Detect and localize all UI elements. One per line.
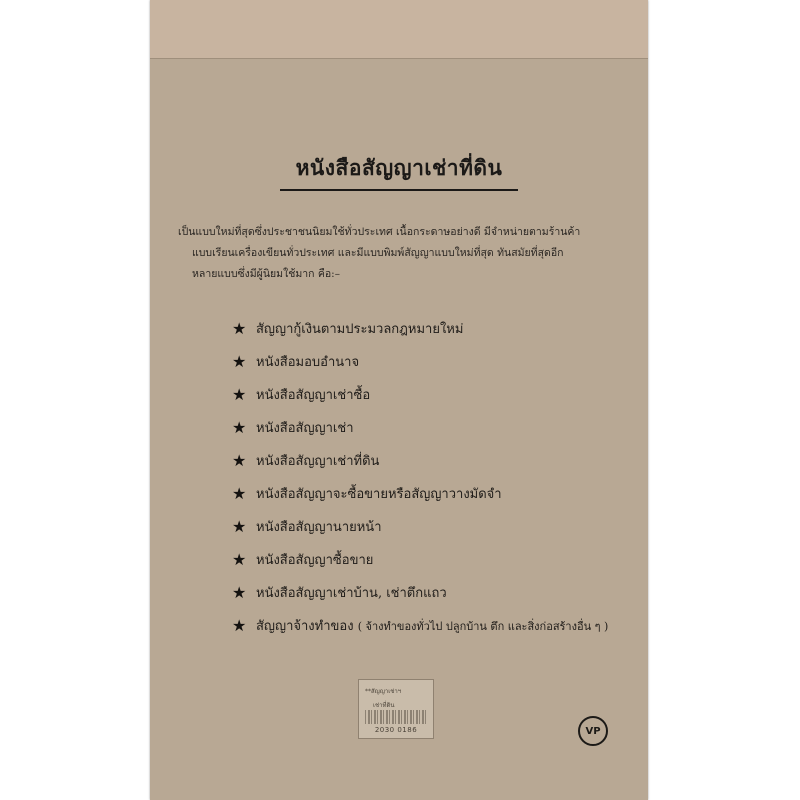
barcode-label <box>358 679 434 739</box>
star-icon: ★ <box>232 550 247 569</box>
intro-line-2: แบบเรียนเครื่องเขียนทั่วประเทศ และมีแบบพิมพ์สัญญาแบบใหม่ที่สุด ทันสมัยที่สุดอีก <box>192 247 564 259</box>
star-icon: ★ <box>232 451 247 470</box>
cover-flap <box>150 0 648 59</box>
list-item-label: สัญญาจ้างทำของ <box>256 619 354 634</box>
cover-title: หนังสือสัญญาเช่าที่ดิน <box>280 152 518 191</box>
list-item <box>232 378 632 411</box>
intro-paragraph <box>178 222 640 285</box>
list-item-label: หนังสือสัญญาเช่าบ้าน, เช่าตึกแถว <box>256 586 447 601</box>
publisher-logo <box>578 716 608 746</box>
list-item <box>232 510 632 543</box>
list-item-note: ( จ้างทำของทั่วไป ปลูกบ้าน ตึก และสิ่งก่อสร้างอื่น ๆ ) <box>357 619 609 633</box>
list-item <box>232 444 632 477</box>
list-item-label: หนังสือสัญญาเช่าที่ดิน <box>256 454 380 469</box>
list-item <box>232 477 632 510</box>
list-item <box>232 411 632 444</box>
intro-line-3: หลายแบบซึ่งมีผู้นิยมใช้มาก คือ:– <box>192 268 340 280</box>
barcode-bars <box>365 710 427 724</box>
list-item-label: หนังสือสัญญาจะซื้อขายหรือสัญญาวางมัดจำ <box>256 487 502 502</box>
list-item-label: หนังสือสัญญาเช่า <box>256 421 354 436</box>
list-item <box>232 576 632 609</box>
list-item <box>232 345 632 378</box>
list-item <box>232 312 632 345</box>
star-icon: ★ <box>232 352 247 371</box>
star-icon: ★ <box>232 385 247 404</box>
list-item-label: หนังสือสัญญาซื้อขาย <box>256 553 374 568</box>
publisher-logo-text: VP <box>585 725 601 737</box>
list-item-label: หนังสือสัญญานายหน้า <box>256 520 382 535</box>
intro-line-1: เป็นแบบใหม่ที่สุดซึ่งประชาชนนิยมใช้ทั่วประเทศ เนื้อกระดาษอย่างดี มีจำหน่ายตามร้านค้า <box>178 226 581 238</box>
star-icon: ★ <box>232 616 247 635</box>
list-item-label: หนังสือสัญญาเช่าซื้อ <box>256 388 371 403</box>
barcode-number: 2030 0186 <box>374 726 418 734</box>
list-item-label: หนังสือมอบอำนาจ <box>256 355 360 370</box>
list-item <box>232 543 632 576</box>
contract-list <box>232 312 632 642</box>
book-cover <box>150 0 648 800</box>
barcode-text-1: **สัญญาเช่าฯ <box>365 688 402 695</box>
star-icon: ★ <box>232 517 247 536</box>
list-item-label: สัญญากู้เงินตามประมวลกฎหมายใหม่ <box>256 322 464 337</box>
star-icon: ★ <box>232 418 247 437</box>
star-icon: ★ <box>232 319 247 338</box>
star-icon: ★ <box>232 583 247 602</box>
barcode-text-2: เช่าที่ดิน <box>373 702 395 709</box>
star-icon: ★ <box>232 484 247 503</box>
list-item <box>232 609 632 642</box>
